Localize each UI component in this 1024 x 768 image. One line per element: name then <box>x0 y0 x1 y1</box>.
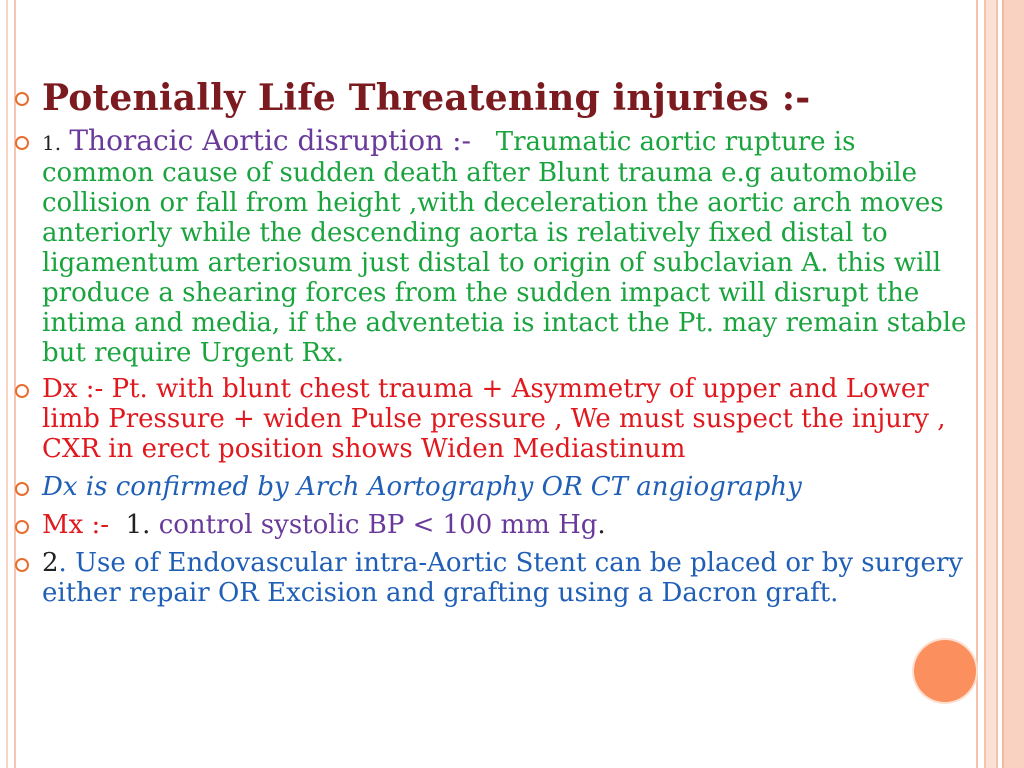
slide-content <box>0 74 970 608</box>
item-number: 1. <box>42 131 62 155</box>
mx-end: . <box>597 510 606 540</box>
diagnosis-text: Dx :- Pt. with blunt chest trauma + Asymmetry of upper and Lower limb Pressure + widen Pulse pressure , We must suspect the injury , CXR in erect position shows Widen Mediastinum <box>42 374 946 464</box>
list-item-endovascular <box>0 548 970 608</box>
bullet-icon <box>15 520 29 534</box>
bullet-icon <box>15 136 29 150</box>
mx-label: Mx :- <box>42 510 110 540</box>
bullet-icon <box>15 384 29 398</box>
list-item-confirmation <box>0 472 970 502</box>
item-heading: Thoracic Aortic disruption :- <box>69 124 471 157</box>
bullet-icon <box>15 92 29 106</box>
right-border-decoration <box>976 0 1024 768</box>
decorative-circle <box>914 640 976 702</box>
bullet-icon <box>15 558 29 572</box>
list-item-aortic-disruption <box>0 126 970 368</box>
item2-number: 2 <box>42 548 59 578</box>
bullet-icon <box>15 482 29 496</box>
item2-text: . Use of Endovascular intra-Aortic Stent can be placed or by surgery either repair OR Excision and grafting using a Dacron graft. <box>42 548 963 608</box>
mx-text: control systolic BP < 100 mm Hg <box>158 510 598 540</box>
title-text: Potenially Life Threatening injuries :- <box>42 77 811 119</box>
mx-number: 1. <box>125 510 151 540</box>
slide-title <box>0 74 970 122</box>
confirmation-text: Dx is confirmed by Arch Aortography OR CT angiography <box>42 472 802 502</box>
list-item-diagnosis <box>0 374 970 464</box>
list-item-management <box>0 510 970 540</box>
item-body: Traumatic aortic rupture is common cause of sudden death after Blunt trauma e.g automobile collision or fall from height ,with deceleration the aortic arch moves anteriorly while the descending aorta is relatively fixed distal to ligamentum arteriosum just distal to origin of subclavian A. this will produce a shearing forces from the sudden impact will disrupt the intima and media, if the adventetia is intact the Pt. may remain stable but require Urgent Rx. <box>42 127 967 368</box>
